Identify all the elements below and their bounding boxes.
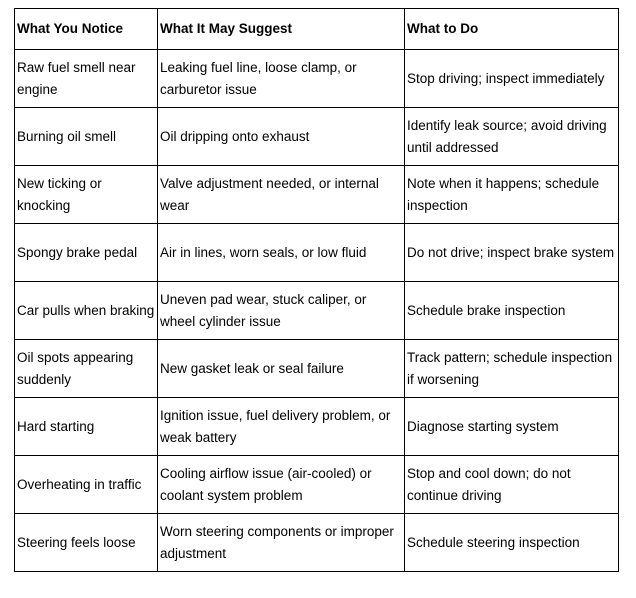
cause-cell: Cooling airflow issue (air-cooled) or coolant system problem bbox=[158, 456, 405, 514]
table-row bbox=[15, 282, 619, 340]
cause-cell: Worn steering components or improper adjustment bbox=[158, 514, 405, 572]
action-cell: Schedule brake inspection bbox=[405, 282, 619, 340]
header-what-you-notice: What You Notice bbox=[15, 9, 158, 50]
cause-cell: New gasket leak or seal failure bbox=[158, 340, 405, 398]
cause-cell: Valve adjustment needed, or internal wear bbox=[158, 166, 405, 224]
table-row bbox=[15, 456, 619, 514]
cause-cell: Ignition issue, fuel delivery problem, or weak battery bbox=[158, 398, 405, 456]
table-row bbox=[15, 50, 619, 108]
symptom-table bbox=[14, 8, 619, 572]
action-cell: Schedule steering inspection bbox=[405, 514, 619, 572]
action-cell: Track pattern; schedule inspection if worsening bbox=[405, 340, 619, 398]
table-row bbox=[15, 398, 619, 456]
symptom-cell: New ticking or knocking bbox=[15, 166, 158, 224]
action-cell: Stop and cool down; do not continue driving bbox=[405, 456, 619, 514]
symptom-cell: Raw fuel smell near engine bbox=[15, 50, 158, 108]
table-row bbox=[15, 224, 619, 282]
cause-cell: Air in lines, worn seals, or low fluid bbox=[158, 224, 405, 282]
table-row bbox=[15, 166, 619, 224]
symptom-cell: Burning oil smell bbox=[15, 108, 158, 166]
action-cell: Note when it happens; schedule inspection bbox=[405, 166, 619, 224]
table-row bbox=[15, 340, 619, 398]
table-row bbox=[15, 514, 619, 572]
table-row bbox=[15, 108, 619, 166]
action-cell: Stop driving; inspect immediately bbox=[405, 50, 619, 108]
cause-cell: Leaking fuel line, loose clamp, or carburetor issue bbox=[158, 50, 405, 108]
symptom-cell: Car pulls when braking bbox=[15, 282, 158, 340]
symptom-cell: Oil spots appearing suddenly bbox=[15, 340, 158, 398]
symptom-cell: Hard starting bbox=[15, 398, 158, 456]
symptom-cell: Spongy brake pedal bbox=[15, 224, 158, 282]
table-header bbox=[15, 9, 619, 50]
action-cell: Do not drive; inspect brake system bbox=[405, 224, 619, 282]
header-what-it-may-suggest: What It May Suggest bbox=[158, 9, 405, 50]
header-what-to-do: What to Do bbox=[405, 9, 619, 50]
symptom-cell: Overheating in traffic bbox=[15, 456, 158, 514]
table-body bbox=[15, 50, 619, 572]
action-cell: Identify leak source; avoid driving until addressed bbox=[405, 108, 619, 166]
header-row bbox=[15, 9, 619, 50]
cause-cell: Uneven pad wear, stuck caliper, or wheel cylinder issue bbox=[158, 282, 405, 340]
symptom-cell: Steering feels loose bbox=[15, 514, 158, 572]
cause-cell: Oil dripping onto exhaust bbox=[158, 108, 405, 166]
action-cell: Diagnose starting system bbox=[405, 398, 619, 456]
